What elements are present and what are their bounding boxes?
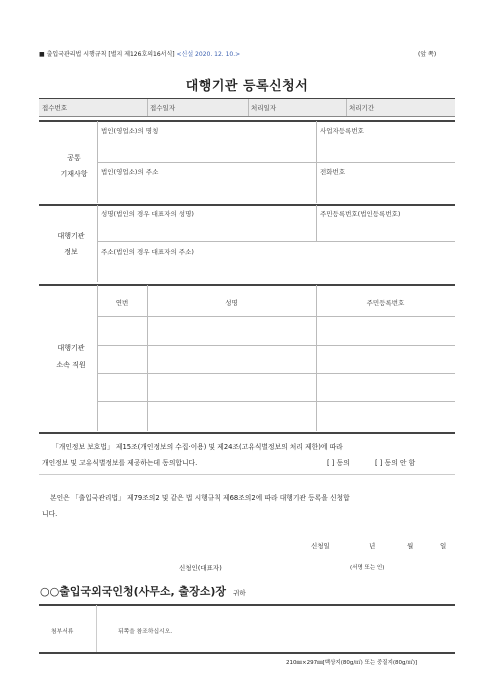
staff-label-line2: 소속 직원: [56, 361, 86, 369]
staff-col-name: 성명: [225, 299, 238, 307]
consent-line2: 개인정보 및 고유식별정보를 제공하는데 동의합니다.: [42, 459, 198, 467]
agency-resident-no-label: 주민등록번호(법인등록번호): [320, 210, 401, 218]
applicant-label: 신청인(대표자): [179, 564, 222, 572]
receipt-no-label: 접수번호: [42, 104, 68, 112]
staff-label-line1: 대행기관: [57, 344, 85, 352]
signature-field[interactable]: (서명 또는 인): [350, 565, 385, 571]
staff-col-no: 연번: [115, 299, 129, 307]
staff-row[interactable]: [97, 346, 455, 373]
agency-row-divider: [97, 241, 455, 242]
paper-spec: 210㎜×297㎜[백상지(80g/㎡) 또는 중질지(80g/㎡)]: [286, 660, 418, 666]
agency-section-label: [45, 228, 97, 260]
agency-top-border: [39, 204, 455, 206]
phone-label: 전화번호: [320, 168, 346, 176]
attachments-top-border: [39, 604, 455, 606]
biz-reg-no-label: 사업자등록번호: [320, 127, 364, 135]
attachments-value: 뒤쪽을 참조하십시오.: [118, 629, 173, 635]
staff-col-resident-no: 주민등록번호: [366, 299, 405, 307]
staff-row[interactable]: [97, 402, 455, 431]
agency-label-line1: 대행기관: [57, 232, 85, 240]
consent-agree-checkbox[interactable]: [ ] 동의: [327, 459, 350, 467]
declaration-line2: 니다.: [42, 510, 58, 518]
regulation-prefix: ■ 출입국관리법 시행규칙 [별지 제126호의16서식]: [39, 51, 175, 58]
staff-row[interactable]: [97, 374, 455, 401]
staff-row[interactable]: [97, 317, 455, 345]
process-date-label: 처리일자: [251, 104, 277, 112]
attachments-bottom-border: [39, 652, 455, 654]
page-title: 대행기관 등록신청서: [185, 79, 309, 94]
agency-name-label: 성명(법인의 경우 대표자의 성명): [101, 210, 194, 218]
declaration-line1: 본인은 「출입국관리법」 제79조의2 및 같은 법 시행규칙 제68조의2에 따라 대행기관 등록을 신청합: [50, 494, 350, 502]
date-day[interactable]: 일: [440, 542, 447, 550]
staff-section-label: [45, 340, 97, 374]
receipt-bottom-border: [39, 116, 455, 117]
common-top-border: [39, 120, 455, 122]
staff-bottom-border: [39, 432, 455, 434]
receipt-divider: [248, 99, 249, 116]
common-section-label: [52, 150, 96, 182]
agency-col-divider: [316, 205, 317, 241]
addressee-suffix: 귀하: [233, 589, 246, 597]
process-period-label: 처리기간: [349, 104, 375, 112]
common-label-line2: 기재사항: [60, 170, 88, 178]
addressee-office: ○○출입국외국인청(사무소, 출장소)장: [40, 585, 227, 598]
addressee: [40, 580, 246, 599]
regulation-revision: <신설 2020. 12. 10.>: [176, 51, 241, 58]
page-marker: (앞 쪽): [418, 51, 437, 58]
application-date-label: 신청일: [311, 542, 330, 550]
consent-disagree-checkbox[interactable]: [ ] 동의 안 함: [375, 459, 416, 467]
staff-top-border: [39, 284, 455, 286]
consent-line1: 「개인정보 보호법」 제15조(개인정보의 수집·이용) 및 제24조(고유식별정보의 처리 제한)에 따라: [52, 443, 343, 451]
receipt-divider: [346, 99, 347, 116]
agency-label-line2: 정보: [64, 248, 78, 256]
date-year[interactable]: 년: [369, 542, 376, 550]
date-month[interactable]: 월: [407, 542, 414, 550]
regulation-header: [39, 51, 240, 58]
receipt-divider: [147, 99, 148, 116]
agency-address-label: 주소(법인의 경우 대표자의 주소): [101, 248, 194, 256]
attachments-divider: [96, 605, 97, 652]
common-label-line1: 공통: [67, 154, 81, 162]
receipt-date-label: 접수일자: [150, 104, 176, 112]
attachments-label: 첨부서류: [51, 629, 74, 635]
corp-name-label: 법인(영업소)의 명칭: [101, 127, 159, 135]
common-row-divider: [97, 162, 455, 163]
consent-divider: [39, 474, 455, 475]
agency-label-divider: [97, 205, 98, 282]
receipt-row: [39, 99, 455, 116]
corp-address-label: 법인(영업소)의 주소: [101, 168, 159, 176]
